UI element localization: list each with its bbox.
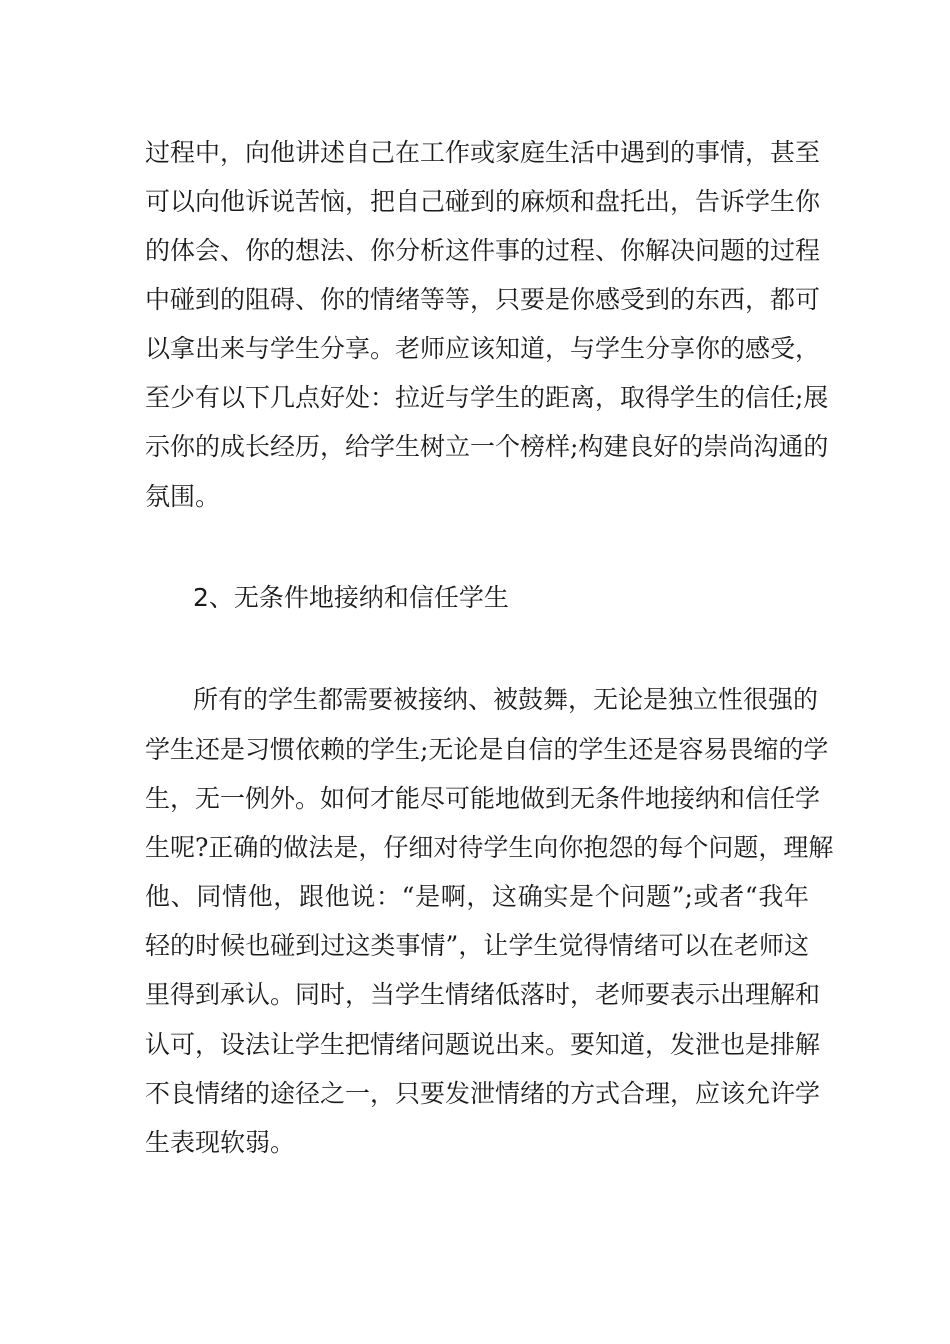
paragraph-2-line: 他、同情他，跟他说：“是啊，这确实是个问题”;或者“我年 [145, 882, 809, 911]
paragraph-2-line: 轻的时候也碰到过这类事情”，让学生觉得情绪可以在老师这 [145, 931, 809, 960]
section-heading: 2、无条件地接纳和信任学生 [193, 583, 509, 612]
paragraph-2-line: 认可，设法让学生把情绪问题说出来。要知道，发泄也是排解 [145, 1030, 821, 1059]
paragraph-1-line: 以拿出来与学生分享。老师应该知道，与学生分享你的感受， [145, 334, 821, 363]
paragraph-1-line: 氛围。 [145, 482, 221, 511]
paragraph-1-line: 示你的成长经历，给学生树立一个榜样;构建良好的崇尚沟通的 [145, 432, 829, 461]
paragraph-1-line: 过程中，向他讲述自己在工作或家庭生活中遇到的事情，甚至 [145, 138, 821, 167]
paragraph-2-line: 学生还是习惯依赖的学生;无论是自信的学生还是容易畏缩的学 [145, 735, 829, 764]
paragraph-1-line: 至少有以下几点好处：拉近与学生的距离，取得学生的信任;展 [145, 383, 829, 412]
paragraph-2-line: 不良情绪的途径之一，只要发泄情绪的方式合理，应该允许学 [145, 1079, 821, 1108]
paragraph-2-line: 生，无一例外。如何才能尽可能地做到无条件地接纳和信任学 [145, 784, 821, 813]
paragraph-1-line: 的体会、你的想法、你分析这件事的过程、你解决问题的过程 [145, 236, 821, 265]
paragraph-1-line: 可以向他诉说苦恼，把自己碰到的麻烦和盘托出，告诉学生你 [145, 187, 821, 216]
paragraph-2-line: 所有的学生都需要被接纳、被鼓舞，无论是独立性很强的 [193, 685, 819, 714]
paragraph-2-line: 生表现软弱。 [145, 1128, 296, 1157]
paragraph-1-line: 中碰到的阻碍、你的情绪等等，只要是你感受到的东西，都可 [145, 285, 821, 314]
paragraph-2-line: 生呢?正确的做法是，仔细对待学生向你抱怨的每个问题，理解 [145, 833, 834, 862]
paragraph-2-line: 里得到承认。同时，当学生情绪低落时，老师要表示出理解和 [145, 980, 821, 1009]
